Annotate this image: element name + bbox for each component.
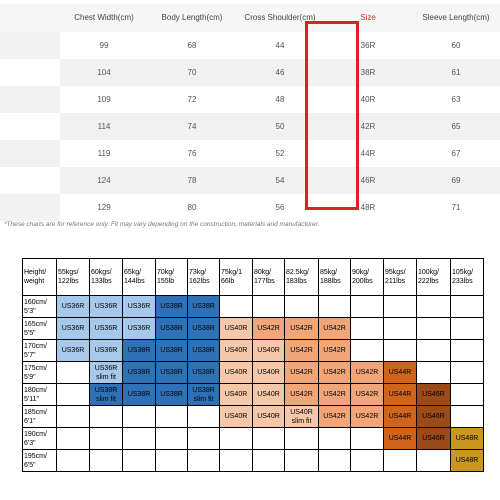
grid-size-cell: US38R slim fit bbox=[90, 384, 123, 406]
header-chest-width: Chest Width(cm) bbox=[60, 4, 148, 32]
table-cell: 70 bbox=[148, 59, 236, 86]
table-cell: 44 bbox=[236, 32, 324, 59]
grid-size-cell: US40R bbox=[253, 340, 285, 362]
grid-size-cell bbox=[285, 428, 319, 450]
header-size: Size bbox=[324, 4, 412, 32]
grid-size-cell bbox=[57, 362, 90, 384]
grid-size-cell bbox=[253, 428, 285, 450]
grid-size-cell: US36R bbox=[123, 318, 156, 340]
grid-row bbox=[23, 318, 484, 340]
grid-size-cell: US44R bbox=[384, 384, 417, 406]
grid-size-cell: US44R bbox=[384, 428, 417, 450]
grid-row bbox=[23, 362, 484, 384]
grid-size-cell bbox=[384, 340, 417, 362]
grid-size-cell: US42R bbox=[253, 318, 285, 340]
table-cell: 48R bbox=[324, 194, 412, 221]
grid-size-cell: US40R bbox=[253, 384, 285, 406]
grid-size-cell: US38R bbox=[123, 362, 156, 384]
grid-weight-header: 73kg/ 162lbs bbox=[188, 259, 220, 296]
table-cell: 38R bbox=[324, 59, 412, 86]
grid-size-cell: US36R slim fit bbox=[90, 362, 123, 384]
grid-weight-header: 105kg/ 233lbs bbox=[451, 259, 484, 296]
table-cell: 40R bbox=[324, 86, 412, 113]
grid-size-cell bbox=[351, 340, 384, 362]
grid-height-label: 195cm/ 6'5" bbox=[23, 450, 57, 472]
grid-size-cell bbox=[351, 318, 384, 340]
grid-height-label: 160cm/ 5'3" bbox=[23, 296, 57, 318]
table-cell: 50 bbox=[236, 113, 324, 140]
grid-weight-header: 60kgs/ 133lbs bbox=[90, 259, 123, 296]
size-measurement-table bbox=[60, 4, 500, 221]
grid-height-label: 190cm/ 6'3" bbox=[23, 428, 57, 450]
grid-size-cell: US42R bbox=[285, 362, 319, 384]
table-cell: 104 bbox=[60, 59, 148, 86]
top-table-left-stripe bbox=[0, 4, 60, 221]
grid-size-cell bbox=[417, 340, 451, 362]
grid-size-cell bbox=[384, 318, 417, 340]
grid-size-cell: US42R bbox=[285, 384, 319, 406]
size-column-highlight bbox=[305, 21, 359, 210]
grid-row bbox=[23, 384, 484, 406]
table-header-row bbox=[60, 4, 500, 32]
grid-size-cell bbox=[123, 450, 156, 472]
grid-size-cell: US42R bbox=[319, 406, 351, 428]
grid-size-cell bbox=[417, 362, 451, 384]
grid-size-cell bbox=[220, 296, 253, 318]
table-cell: 99 bbox=[60, 32, 148, 59]
grid-weight-header: 90kg/ 200lbs bbox=[351, 259, 384, 296]
table-cell: 36R bbox=[324, 32, 412, 59]
table-row bbox=[60, 140, 500, 167]
grid-size-cell: US38R bbox=[156, 296, 188, 318]
grid-height-label: 165cm/ 5'5" bbox=[23, 318, 57, 340]
grid-size-cell bbox=[156, 406, 188, 428]
table-row bbox=[60, 113, 500, 140]
grid-weight-header: 55kgs/ 122lbs bbox=[57, 259, 90, 296]
table-cell: 46 bbox=[236, 59, 324, 86]
grid-size-cell: US40R bbox=[253, 406, 285, 428]
table-cell: 48 bbox=[236, 86, 324, 113]
grid-size-cell bbox=[417, 450, 451, 472]
grid-size-cell: US42R bbox=[285, 318, 319, 340]
table-cell: 42R bbox=[324, 113, 412, 140]
grid-size-cell: US42R bbox=[351, 362, 384, 384]
grid-size-cell bbox=[156, 428, 188, 450]
table-cell: 114 bbox=[60, 113, 148, 140]
grid-size-cell: US36R bbox=[123, 296, 156, 318]
grid-size-cell: US42R bbox=[319, 318, 351, 340]
table-row bbox=[60, 167, 500, 194]
grid-size-cell: US38R bbox=[123, 384, 156, 406]
grid-size-cell bbox=[417, 318, 451, 340]
grid-size-cell: US40R bbox=[220, 340, 253, 362]
grid-size-cell bbox=[220, 450, 253, 472]
grid-header-row bbox=[23, 259, 484, 296]
grid-size-cell bbox=[220, 428, 253, 450]
grid-size-cell bbox=[319, 428, 351, 450]
table-row bbox=[60, 86, 500, 113]
table-cell: 72 bbox=[148, 86, 236, 113]
grid-size-cell: US46R bbox=[417, 406, 451, 428]
grid-size-cell bbox=[417, 296, 451, 318]
grid-size-cell: US38R bbox=[156, 362, 188, 384]
grid-size-cell: US36R bbox=[90, 318, 123, 340]
grid-size-cell: US38R bbox=[156, 318, 188, 340]
grid-size-cell: US40R bbox=[253, 362, 285, 384]
grid-size-cell bbox=[123, 428, 156, 450]
table-cell: 44R bbox=[324, 140, 412, 167]
grid-height-label: 170cm/ 5'7" bbox=[23, 340, 57, 362]
grid-size-cell bbox=[451, 296, 484, 318]
grid-weight-header: 65kg/ 144lbs bbox=[123, 259, 156, 296]
grid-size-cell bbox=[285, 450, 319, 472]
table-cell: 119 bbox=[60, 140, 148, 167]
grid-size-cell bbox=[451, 340, 484, 362]
grid-row bbox=[23, 406, 484, 428]
grid-size-cell bbox=[285, 296, 319, 318]
grid-size-cell: US38R bbox=[123, 340, 156, 362]
grid-size-cell bbox=[253, 450, 285, 472]
grid-size-cell: US42R bbox=[319, 340, 351, 362]
grid-weight-header: 75kg/1 66lb bbox=[220, 259, 253, 296]
grid-row bbox=[23, 450, 484, 472]
grid-size-cell: US40R bbox=[220, 318, 253, 340]
grid-size-cell: US42R bbox=[351, 406, 384, 428]
grid-height-label: 185cm/ 6'1" bbox=[23, 406, 57, 428]
grid-size-cell bbox=[451, 362, 484, 384]
height-weight-size-guide bbox=[22, 258, 484, 472]
grid-size-cell bbox=[123, 406, 156, 428]
grid-size-cell: US42R bbox=[285, 340, 319, 362]
grid-size-cell bbox=[351, 428, 384, 450]
grid-size-cell bbox=[451, 318, 484, 340]
table-cell: 71 bbox=[412, 194, 500, 221]
grid-corner-label: Height/ weight bbox=[23, 259, 57, 296]
table-cell: 46R bbox=[324, 167, 412, 194]
grid-size-cell bbox=[188, 406, 220, 428]
header-sleeve-length: Sleeve Length(cm) bbox=[412, 4, 500, 32]
table-cell: 63 bbox=[412, 86, 500, 113]
grid-size-cell bbox=[351, 450, 384, 472]
table-cell: 76 bbox=[148, 140, 236, 167]
grid-size-cell: US42R bbox=[319, 362, 351, 384]
grid-size-cell: US40R slim fit bbox=[285, 406, 319, 428]
reference-note: *These charts are for reference only. Fit may vary depending on the construction, materials and manufacturer. bbox=[4, 221, 320, 228]
table-row bbox=[60, 194, 500, 221]
table-cell: 60 bbox=[412, 32, 500, 59]
grid-size-cell bbox=[57, 384, 90, 406]
header-body-length: Body Length(cm) bbox=[148, 4, 236, 32]
grid-size-cell: US42R bbox=[351, 384, 384, 406]
grid-size-cell bbox=[188, 428, 220, 450]
grid-weight-header: 85kg/ 188lbs bbox=[319, 259, 351, 296]
grid-row bbox=[23, 428, 484, 450]
grid-size-cell: US46R bbox=[417, 384, 451, 406]
table-cell: 52 bbox=[236, 140, 324, 167]
grid-size-cell: US38R bbox=[188, 362, 220, 384]
grid-size-cell bbox=[384, 296, 417, 318]
grid-size-cell: US44R bbox=[384, 406, 417, 428]
grid-size-cell bbox=[57, 428, 90, 450]
table-cell: 78 bbox=[148, 167, 236, 194]
grid-size-cell bbox=[57, 406, 90, 428]
grid-size-cell: US36R bbox=[90, 296, 123, 318]
grid-size-cell: US38R bbox=[156, 384, 188, 406]
grid-size-cell: US42R bbox=[319, 384, 351, 406]
grid-height-label: 175cm/ 5'9" bbox=[23, 362, 57, 384]
grid-size-cell bbox=[253, 296, 285, 318]
table-cell: 56 bbox=[236, 194, 324, 221]
table-cell: 54 bbox=[236, 167, 324, 194]
grid-size-cell bbox=[384, 450, 417, 472]
grid-size-cell: US48R bbox=[451, 428, 484, 450]
grid-size-cell: US40R bbox=[220, 362, 253, 384]
grid-size-cell: US40R bbox=[220, 384, 253, 406]
grid-size-cell: US38R bbox=[188, 318, 220, 340]
grid-size-cell: US48R bbox=[451, 450, 484, 472]
grid-size-cell bbox=[57, 450, 90, 472]
grid-size-cell bbox=[451, 384, 484, 406]
table-cell: 109 bbox=[60, 86, 148, 113]
grid-weight-header: 100kg/ 222lbs bbox=[417, 259, 451, 296]
grid-weight-header: 95kgs/ 211lbs bbox=[384, 259, 417, 296]
table-cell: 67 bbox=[412, 140, 500, 167]
grid-size-cell bbox=[351, 296, 384, 318]
grid-size-cell: US44R bbox=[384, 362, 417, 384]
table-cell: 124 bbox=[60, 167, 148, 194]
table-cell: 68 bbox=[148, 32, 236, 59]
grid-size-cell bbox=[319, 296, 351, 318]
grid-size-cell: US38R bbox=[156, 340, 188, 362]
grid-weight-header: 80kg/ 177lbs bbox=[253, 259, 285, 296]
grid-size-cell bbox=[90, 428, 123, 450]
grid-size-cell: US40R bbox=[220, 406, 253, 428]
grid-size-cell: US46R bbox=[417, 428, 451, 450]
table-cell: 69 bbox=[412, 167, 500, 194]
grid-row bbox=[23, 296, 484, 318]
grid-size-cell bbox=[90, 450, 123, 472]
grid-size-cell bbox=[156, 450, 188, 472]
grid-size-cell: US38R bbox=[188, 340, 220, 362]
table-row bbox=[60, 59, 500, 86]
grid-size-cell: US38R bbox=[188, 296, 220, 318]
grid-height-label: 180cm/ 5'11" bbox=[23, 384, 57, 406]
grid-size-cell: US36R bbox=[57, 318, 90, 340]
grid-size-cell: US36R bbox=[90, 340, 123, 362]
header-cross-shoulder: Cross Shoulder(cm) bbox=[236, 4, 324, 32]
grid-size-cell bbox=[90, 406, 123, 428]
grid-weight-header: 82.5kg/ 183lbs bbox=[285, 259, 319, 296]
table-cell: 65 bbox=[412, 113, 500, 140]
grid-row bbox=[23, 340, 484, 362]
grid-size-cell: US36R bbox=[57, 340, 90, 362]
grid-size-cell: US38R slim fit bbox=[188, 384, 220, 406]
table-row bbox=[60, 32, 500, 59]
grid-size-cell bbox=[319, 450, 351, 472]
grid-size-cell bbox=[188, 450, 220, 472]
table-cell: 129 bbox=[60, 194, 148, 221]
grid-weight-header: 70kg/ 155lb bbox=[156, 259, 188, 296]
grid-size-cell bbox=[451, 406, 484, 428]
grid-size-cell: US36R bbox=[57, 296, 90, 318]
table-cell: 61 bbox=[412, 59, 500, 86]
table-cell: 74 bbox=[148, 113, 236, 140]
table-cell: 80 bbox=[148, 194, 236, 221]
